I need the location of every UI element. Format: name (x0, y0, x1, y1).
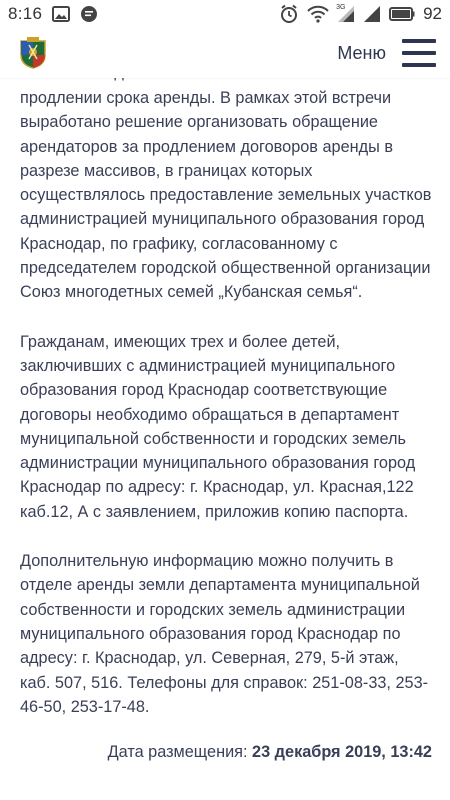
wifi-icon (307, 5, 329, 23)
network-label: 3G (336, 4, 346, 11)
hamburger-bar (402, 51, 436, 55)
hamburger-bar (402, 39, 436, 43)
publication-date (20, 743, 432, 762)
status-left (8, 4, 98, 24)
image-icon (52, 6, 70, 22)
article-paragraph-3: Дополнительную информацию можно получить в отделе аренды земли департамента муниципальной собственности и городских земель администрации муниципального образования город Краснодар по адресу: г. Краснодар, ул. Северная, 279, 5-й этаж, каб. 507, 516. Телефоны для справок: 251-08-33, 253-46-50, 253-17-48. (20, 552, 429, 716)
battery-level: 92 (423, 4, 442, 23)
signal-icon (363, 5, 381, 23)
status-bar (0, 0, 450, 28)
battery-icon (389, 7, 415, 21)
message-icon (80, 5, 98, 23)
status-right (279, 4, 442, 24)
alarm-icon (279, 4, 299, 24)
menu-label[interactable]: Меню (337, 42, 386, 63)
city-emblem-logo[interactable] (18, 37, 48, 69)
status-time: 8:16 (8, 4, 43, 23)
site-header (0, 28, 450, 78)
article-paragraph-1: продлении срока аренды. В рамках этой встречи выработано решение организовать обращение арендаторов за продлением договоров аренды в разрезе массивов, в границах которых осуществлялось предоставление земельных участков администрацией муниципального образования город Краснодар, по графику, согласованному с председателем городской общественной организации Союз многодетных семей „Кубанская семья“. (20, 89, 432, 302)
hamburger-bar (402, 63, 436, 67)
signal-icon (337, 5, 355, 23)
article-content (0, 68, 450, 800)
hamburger-menu-icon[interactable] (402, 39, 436, 67)
publication-date-label: Дата размещения: (107, 743, 248, 762)
article-paragraph-2: Гражданам, имеющих трех и более детей, заключивших с администрацией муниципального образования город Краснодар соответствующие договоры необходимо обращаться в департамент муниципальной собственности и городских земель администрации муниципального образования город Краснодар по адресу: г. Краснодар, ул. Красная,122 каб.12, А с заявлением, приложив копию паспорта. (20, 332, 416, 521)
publication-date-value: 23 декабря 2019, 13:42 (252, 743, 432, 762)
